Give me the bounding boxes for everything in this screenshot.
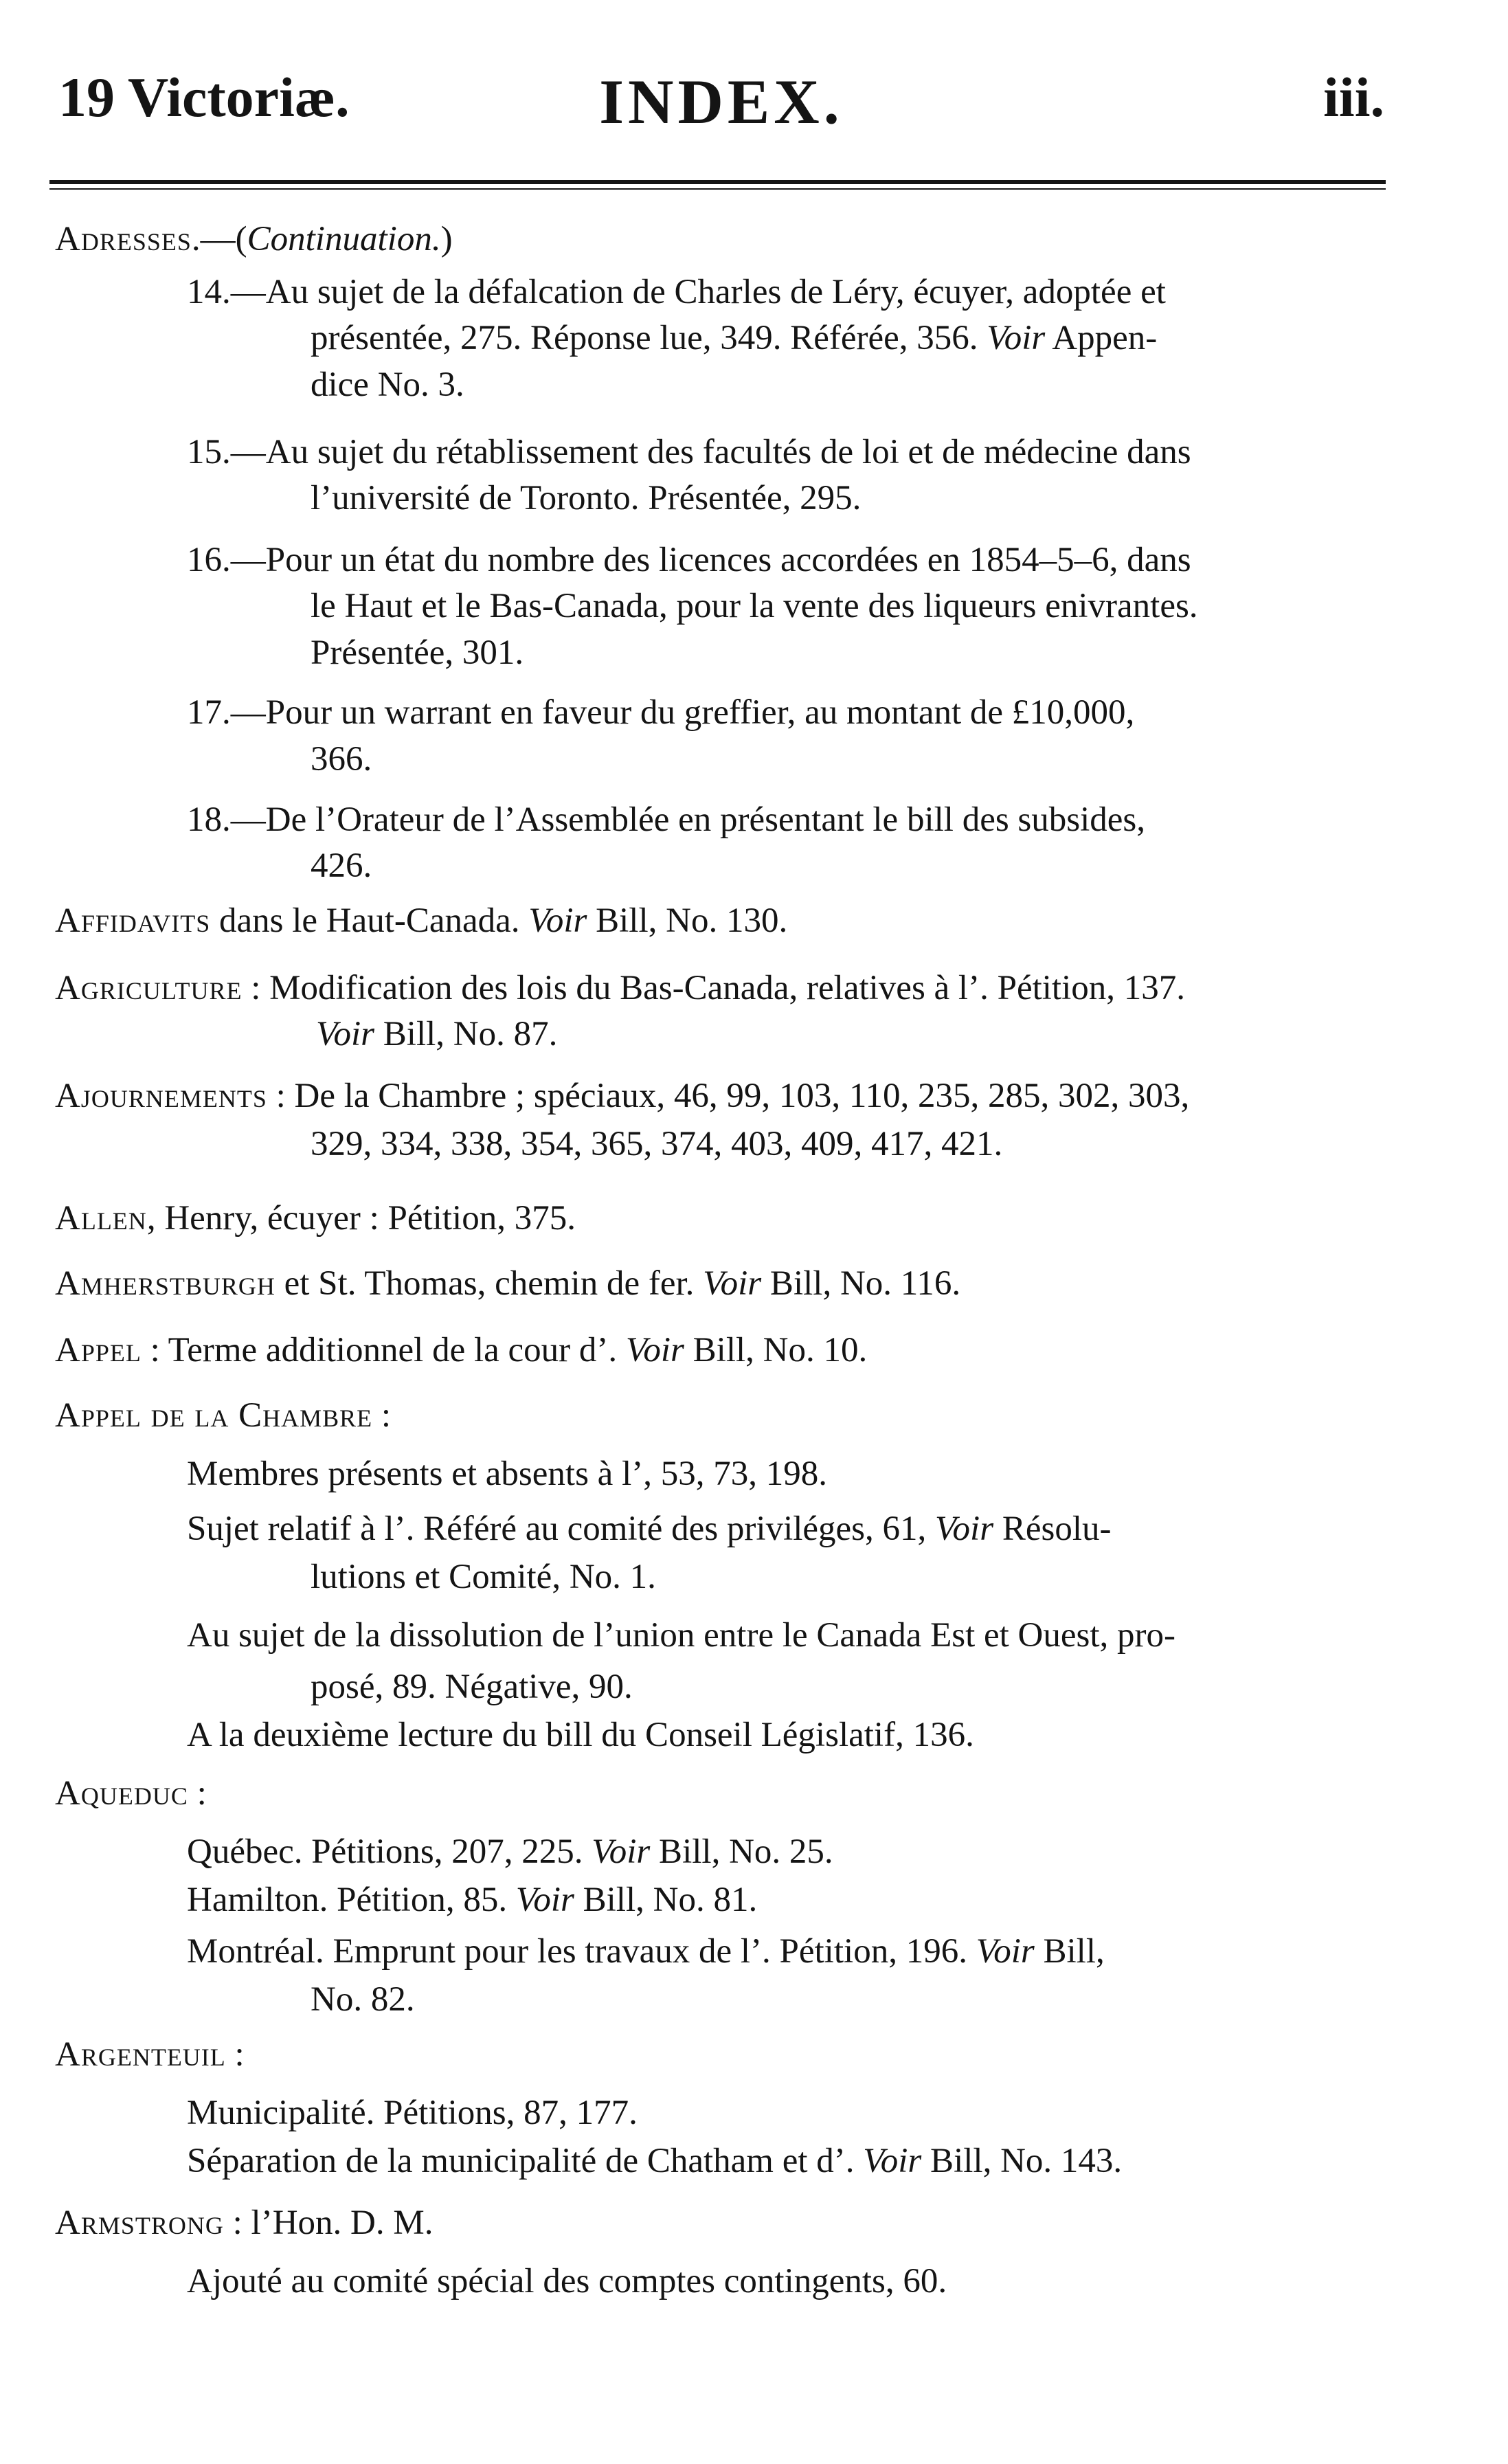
index-line	[55, 1773, 207, 1814]
index-text: Québec. Pétitions, 207, 225.	[187, 1833, 592, 1871]
index-text: Bill, No. 130.	[587, 901, 788, 940]
index-text: Bill, No. 25.	[650, 1833, 833, 1871]
index-line	[55, 967, 1185, 1009]
index-line	[187, 1714, 974, 1756]
index-text: Bill, No. 143.	[921, 2142, 1123, 2180]
index-text: , Henry, écuyer : Pétition, 375.	[146, 1199, 576, 1237]
index-text: Bill, No. 116.	[761, 1264, 961, 1303]
index-line	[311, 739, 372, 780]
index-text: dans le Haut-Canada.	[210, 901, 529, 940]
index-line	[187, 2092, 638, 2133]
index-text: Résolu-	[993, 1510, 1112, 1548]
cross-reference: Voir	[625, 1331, 684, 1369]
index-heading: Amherstburgh	[55, 1264, 275, 1303]
index-text: No. 82.	[311, 1980, 415, 2019]
cross-reference: Voir	[316, 1015, 375, 1053]
index-text: :	[188, 1774, 207, 1813]
index-text: posé, 89. Négative, 90.	[311, 1668, 633, 1706]
index-line	[187, 2140, 1122, 2182]
index-line	[311, 364, 464, 405]
index-text: 17.—Pour un warrant en faveur du greffier, au montant de £10,000,	[187, 693, 1135, 732]
header-rule-thin	[49, 188, 1386, 190]
index-heading: Argenteuil	[55, 2035, 226, 2074]
index-text: 15.—Au sujet du rétablissement des facultés de loi et de médecine dans	[187, 433, 1191, 471]
index-line	[187, 432, 1191, 473]
index-text: : De la Chambre ; spéciaux, 46, 99, 103, 110, 235, 285, 302, 303,	[267, 1077, 1190, 1115]
index-text: Bill,	[1034, 1932, 1105, 1971]
index-line	[311, 1979, 415, 2020]
index-line	[187, 1831, 833, 1872]
index-heading: Adresses	[55, 220, 192, 258]
index-line	[187, 271, 1166, 313]
index-heading: Agriculture	[55, 969, 243, 1007]
index-line	[55, 2034, 245, 2075]
index-line	[55, 1198, 576, 1239]
cross-reference: Voir	[935, 1510, 994, 1548]
index-heading: Armstrong	[55, 2204, 224, 2242]
index-text: A la deuxième lecture du bill du Conseil Législatif, 136.	[187, 1716, 974, 1754]
index-line	[187, 1615, 1175, 1656]
index-text: 366.	[311, 740, 372, 779]
index-line	[55, 1075, 1189, 1117]
index-text: Appen-	[1045, 319, 1158, 357]
cross-reference: Voir	[515, 1881, 574, 1919]
index-text: présentée, 275. Réponse lue, 349. Référée, 356.	[311, 319, 987, 357]
page-header	[58, 65, 1384, 141]
index-line	[187, 1879, 757, 1920]
index-text: Présentée, 301.	[311, 634, 524, 672]
index-line	[311, 632, 524, 673]
index-text: et St. Thomas, chemin de fer.	[275, 1264, 704, 1303]
index-line	[187, 1508, 1111, 1549]
index-line	[311, 1556, 656, 1598]
cross-reference: Voir	[703, 1264, 762, 1303]
index-text: 426.	[311, 847, 372, 885]
index-line	[187, 1453, 827, 1494]
index-line	[55, 1330, 867, 1371]
index-text: :	[225, 2035, 245, 2074]
cross-reference: Voir	[863, 2142, 922, 2180]
session-label: 19 Victoriæ.	[58, 66, 350, 128]
index-text: dice No. 3.	[311, 366, 464, 404]
index-heading: Affidavits	[55, 901, 211, 940]
index-line	[55, 1263, 960, 1304]
index-text: Montréal. Emprunt pour les travaux de l’. Pétition, 196.	[187, 1932, 976, 1971]
index-text: lutions et Comité, No. 1.	[311, 1558, 656, 1596]
index-text: .—(	[191, 220, 247, 258]
index-text: 14.—Au sujet de la défalcation de Charles de Léry, écuyer, adoptée et	[187, 273, 1166, 311]
cross-reference: Continuation.	[247, 220, 441, 258]
index-text: Municipalité. Pétitions, 87, 177.	[187, 2094, 638, 2132]
index-line	[187, 2261, 947, 2302]
index-line	[187, 539, 1191, 581]
index-line	[311, 1123, 1002, 1165]
index-text: Hamilton. Pétition, 85.	[187, 1881, 516, 1919]
page-number: iii.	[1323, 66, 1384, 128]
index-line	[311, 845, 372, 886]
index-heading: Aqueduc	[55, 1774, 188, 1813]
index-line	[316, 1013, 557, 1055]
index-line	[187, 692, 1134, 733]
index-text: le Haut et le Bas-Canada, pour la vente des liqueurs enivrantes.	[311, 587, 1198, 625]
index-text: Ajouté au comité spécial des comptes contingents, 60.	[187, 2262, 947, 2300]
page-title: INDEX.	[599, 67, 844, 137]
index-text: 16.—Pour un état du nombre des licences accordées en 1854–5–6, dans	[187, 541, 1191, 579]
index-line	[55, 1395, 391, 1436]
index-text: Séparation de la municipalité de Chatham et d’.	[187, 2142, 864, 2180]
index-text: : Terme additionnel de la cour d’.	[141, 1331, 626, 1369]
index-heading: Appel	[55, 1331, 142, 1369]
index-text: Au sujet de la dissolution de l’union entre le Canada Est et Ouest, pro-	[187, 1616, 1176, 1655]
cross-reference: Voir	[987, 319, 1046, 357]
index-text: 329, 334, 338, 354, 365, 374, 403, 409, 417, 421.	[311, 1125, 1003, 1163]
index-text: )	[440, 220, 453, 258]
index-line	[311, 317, 1157, 359]
index-line	[311, 478, 861, 519]
index-line	[55, 2202, 433, 2243]
index-text: 18.—De l’Orateur de l’Assemblée en présentant le bill des subsides,	[187, 800, 1146, 839]
header-rule	[49, 180, 1386, 184]
index-text: l’université de Toronto. Présentée, 295.	[311, 479, 862, 517]
index-heading: Allen	[55, 1199, 147, 1237]
index-line	[311, 1666, 633, 1707]
index-line	[55, 219, 453, 260]
index-line	[187, 1931, 1105, 1972]
cross-reference: Voir	[592, 1833, 651, 1871]
index-text: : Modification des lois du Bas-Canada, relatives à l’. Pétition, 137.	[242, 969, 1186, 1007]
cross-reference: Voir	[976, 1932, 1035, 1971]
index-text: Bill, No. 81.	[574, 1881, 758, 1919]
index-text: Bill, No. 87.	[374, 1015, 558, 1053]
index-line	[55, 900, 787, 941]
index-heading: Ajournements	[55, 1077, 267, 1115]
index-text: : l’Hon. D. M.	[223, 2204, 434, 2242]
cross-reference: Voir	[528, 901, 587, 940]
index-text: Membres présents et absents à l’, 53, 73, 198.	[187, 1455, 827, 1493]
index-heading: Appel de la Chambre	[55, 1396, 373, 1435]
index-text: Sujet relatif à l’. Référé au comité des priviléges, 61,	[187, 1510, 936, 1548]
index-text: Bill, No. 10.	[684, 1331, 868, 1369]
index-text: :	[372, 1396, 392, 1435]
index-line	[187, 799, 1145, 840]
index-line	[311, 585, 1198, 627]
